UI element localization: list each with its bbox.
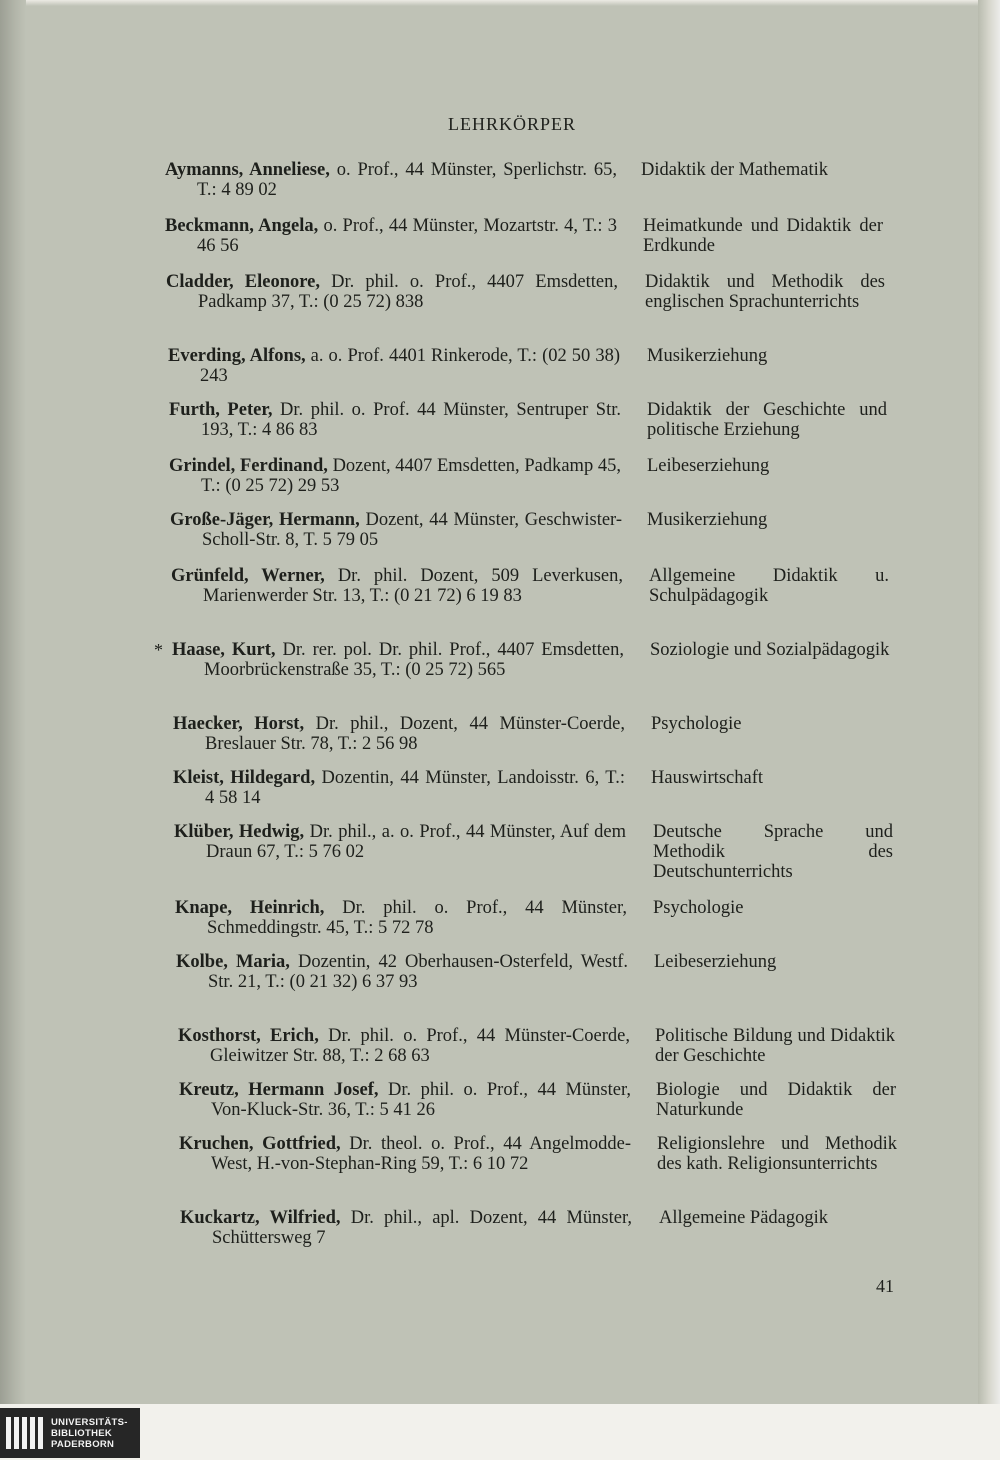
entry-details xyxy=(179,1134,631,1174)
faculty-address: o. Prof., 44 Münster, Sperlichstr. 65, T.: 4 89 02 xyxy=(197,160,617,200)
faculty-subject: Leibeserziehung xyxy=(654,952,777,972)
faculty-address: Dozent, 44 Münster, Geschwister-Scholl-Str. 8, T. 5 79 05 xyxy=(202,510,623,550)
logo-text xyxy=(51,1417,128,1450)
faculty-subject: Deutsche Sprache und Methodik des Deutschunterrichts xyxy=(653,822,893,882)
faculty-address: Dr. rer. pol. Dr. phil. Prof., 4407 Emsdetten, Moorbrückenstraße 35, T.: (0 25 72) 565 xyxy=(204,640,624,680)
faculty-subject: Didaktik der Mathematik xyxy=(641,160,829,180)
faculty-subject: Biologie und Didaktik der Naturkunde xyxy=(656,1080,896,1120)
footnote-asterisk: * xyxy=(154,640,163,660)
faculty-subject: Heimatkunde und Didaktik der Erdkunde xyxy=(643,216,883,256)
faculty-name: Kolbe, Maria, xyxy=(176,952,290,972)
entry-details xyxy=(179,1080,631,1120)
faculty-name: Aymanns, Anneliese, xyxy=(165,160,330,180)
faculty-address: Dr. phil. o. Prof. 44 Münster, Sentruper Str. 193, T.: 4 86 83 xyxy=(201,400,621,440)
entry-details xyxy=(165,160,617,200)
faculty-address: Dr. phil. o. Prof., 44 Münster, Schmeddingstr. 45, T.: 5 72 78 xyxy=(207,898,628,938)
faculty-address: Dozent, 4407 Emsdetten, Padkamp 45, T.: (0 25 72) 29 53 xyxy=(201,456,622,496)
faculty-subject: Allgemeine Didaktik u. Schulpädagogik xyxy=(649,566,889,606)
faculty-address: Dozentin, 42 Oberhausen-Osterfeld, Westf. Str. 21, T.: (0 21 32) 6 37 93 xyxy=(208,952,629,992)
page-top-edge xyxy=(0,0,1000,6)
faculty-name: Cladder, Eleonore, xyxy=(166,272,320,292)
faculty-address: Dozentin, 44 Münster, Landoisstr. 6, T.: 4 58 14 xyxy=(205,768,625,808)
entry-details xyxy=(169,400,621,440)
entry-details xyxy=(174,822,626,862)
library-logo xyxy=(0,1408,140,1458)
entry-details xyxy=(171,566,623,606)
faculty-subject: Hauswirtschaft xyxy=(651,768,763,788)
footer-bar xyxy=(0,1404,1000,1460)
page-heading: LEHRKÖRPER xyxy=(448,114,577,134)
faculty-name: Kuckartz, Wilfried, xyxy=(180,1208,341,1228)
entry-details xyxy=(170,510,622,550)
faculty-address: Dr. phil., a. o. Prof., 44 Münster, Auf dem Draun 67, T.: 5 76 02 xyxy=(206,822,626,862)
faculty-address: Dr. phil. o. Prof., 4407 Emsdetten, Padkamp 37, T.: (0 25 72) 838 xyxy=(198,272,619,312)
entry-details xyxy=(175,898,627,938)
faculty-address: a. o. Prof. 4401 Rinkerode, T.: (02 50 38) 243 xyxy=(200,346,620,386)
entry-details xyxy=(165,216,617,256)
faculty-subject: Psychologie xyxy=(651,714,742,734)
faculty-subject: Leibeserziehung xyxy=(647,456,770,476)
faculty-subject: Didaktik der Geschichte und politische Erziehung xyxy=(647,400,887,440)
entry-details xyxy=(168,346,620,386)
faculty-name: Beckmann, Angela, xyxy=(165,216,319,236)
faculty-address: Dr. phil., apl. Dozent, 44 Münster, Schüttersweg 7 xyxy=(212,1208,632,1248)
faculty-name: Kleist, Hildegard, xyxy=(173,768,316,788)
faculty-address: Dr. theol. o. Prof., 44 Angelmodde-West, H.-von-Stephan-Ring 59, T.: 6 10 72 xyxy=(211,1134,631,1174)
faculty-name: Klüber, Hedwig, xyxy=(174,822,305,842)
logo-bars-icon xyxy=(6,1413,43,1453)
faculty-address: Dr. phil. o. Prof., 44 Münster-Coerde, Gleiwitzer Str. 88, T.: 2 68 63 xyxy=(210,1026,630,1066)
logo-line-3: PADERBORN xyxy=(51,1438,115,1450)
faculty-name: Knape, Heinrich, xyxy=(175,898,325,918)
faculty-name: Kruchen, Gottfried, xyxy=(179,1134,341,1154)
faculty-name: Grindel, Ferdinand, xyxy=(169,456,328,476)
entry-details xyxy=(173,768,625,808)
logo-line-1: UNIVERSITÄTS- xyxy=(51,1416,128,1428)
faculty-subject: Allgemeine Pädagogik xyxy=(659,1208,829,1228)
faculty-address: Dr. phil., Dozent, 44 Münster-Coerde, Breslauer Str. 78, T.: 2 56 98 xyxy=(205,714,625,754)
page-right-edge xyxy=(978,0,1000,1404)
faculty-subject: Politische Bildung und Didaktik der Geschichte xyxy=(655,1026,895,1066)
faculty-name: Kosthorst, Erich, xyxy=(178,1026,319,1046)
faculty-subject: Musikerziehung xyxy=(647,346,768,366)
faculty-name: Große-Jäger, Hermann, xyxy=(170,510,360,530)
entry-details xyxy=(166,272,618,312)
faculty-subject: Didaktik und Methodik des englischen Sprachunterrichts xyxy=(645,272,885,312)
entry-details xyxy=(172,640,624,680)
faculty-address: o. Prof., 44 Münster, Mozartstr. 4, T.: 3 46 56 xyxy=(197,216,617,256)
entry-details xyxy=(173,714,625,754)
faculty-subject: Religionslehre und Methodik des kath. Religionsunterrichts xyxy=(657,1134,897,1174)
faculty-name: Haecker, Horst, xyxy=(173,714,305,734)
faculty-subject: Psychologie xyxy=(653,898,744,918)
entry-details xyxy=(169,456,621,496)
faculty-address: Dr. phil. Dozent, 509 Leverkusen, Marienwerder Str. 13, T.: (0 21 72) 6 19 83 xyxy=(203,566,624,606)
entry-details xyxy=(178,1026,630,1066)
faculty-subject: Musikerziehung xyxy=(647,510,768,530)
page-gutter-shadow xyxy=(0,0,26,1404)
faculty-name: Furth, Peter, xyxy=(169,400,273,420)
page-number: 41 xyxy=(876,1276,894,1296)
faculty-address: Dr. phil. o. Prof., 44 Münster, Von-Kluck-Str. 36, T.: 5 41 26 xyxy=(211,1080,632,1120)
faculty-name: Grünfeld, Werner, xyxy=(171,566,325,586)
faculty-name: Everding, Alfons, xyxy=(168,346,306,366)
faculty-subject: Soziologie und Sozialpädagogik xyxy=(650,640,890,660)
entry-details xyxy=(180,1208,632,1248)
faculty-name: Kreutz, Hermann Josef, xyxy=(179,1080,379,1100)
faculty-name: Haase, Kurt, xyxy=(172,640,276,660)
logo-line-2: BIBLIOTHEK xyxy=(51,1427,113,1439)
entry-details xyxy=(176,952,628,992)
